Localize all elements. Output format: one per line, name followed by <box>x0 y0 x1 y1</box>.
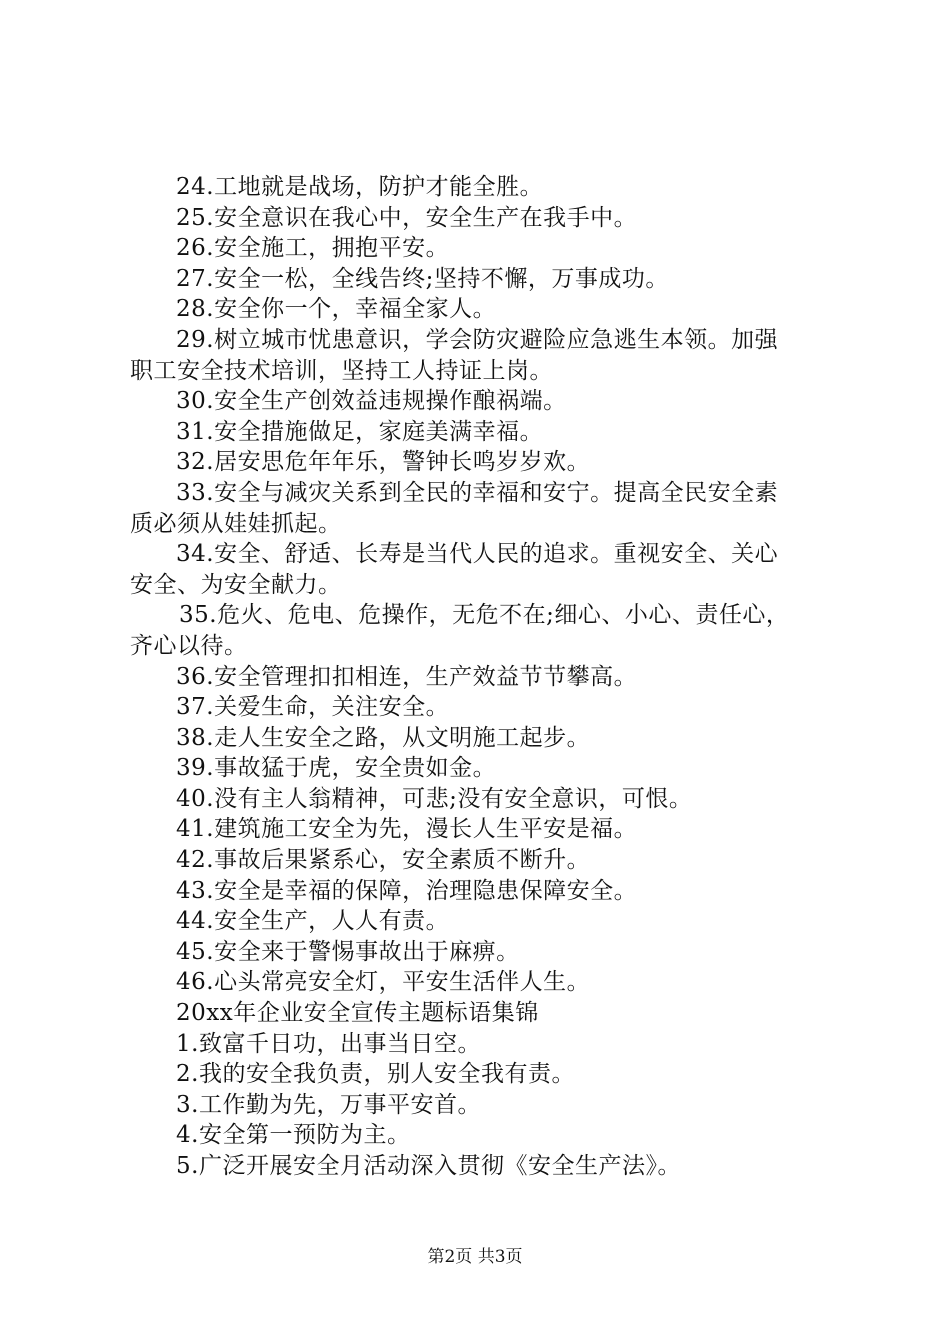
text-line: 43.安全是幸福的保障，治理隐患保障安全。 <box>176 877 638 904</box>
text-line: 27.安全一松，全线告终;坚持不懈，万事成功。 <box>176 265 669 292</box>
text-line: 20xx年企业安全宣传主题标语集锦 <box>176 1000 539 1027</box>
text-line: 39.事故猛于虎，安全贵如金。 <box>176 755 497 782</box>
page-footer: 第2页 共3页 <box>427 1247 523 1267</box>
text-line: 36.安全管理扣扣相连，生产效益节节攀高。 <box>176 663 638 690</box>
text-line: 2.我的安全我负责，别人安全我有责。 <box>176 1061 575 1088</box>
text-line: 5.广泛开展安全月活动深入贯彻《安全生产法》。 <box>176 1153 681 1179</box>
text-line: 齐心以待。 <box>130 632 248 659</box>
document-body <box>130 172 830 1182</box>
text-line: 28.安全你一个，幸福全家人。 <box>176 296 497 323</box>
text-line: 职工安全技术培训，坚持工人持证上岗。 <box>130 357 553 384</box>
text-line: 26.安全施工，拥抱平安。 <box>176 235 450 262</box>
text-line: 37.关爱生命，关注安全。 <box>176 694 450 721</box>
text-line: 41.建筑施工安全为先，漫长人生平安是福。 <box>176 816 638 843</box>
text-line: 4.安全第一预防为主。 <box>176 1122 411 1149</box>
text-line: 42.事故后果紧系心，安全素质不断升。 <box>176 847 591 874</box>
text-line: 30.安全生产创效益违规操作酿祸端。 <box>176 388 567 415</box>
text-line: 25.安全意识在我心中，安全生产在我手中。 <box>176 204 638 231</box>
text-line: 40.没有主人翁精神，可悲;没有安全意识，可恨。 <box>176 785 693 812</box>
text-line: 33.安全与减灾关系到全民的幸福和安宁。提高全民安全素 <box>176 479 779 506</box>
text-line: 29.树立城市忧患意识，学会防灾避险应急逃生本领。加强 <box>176 326 779 353</box>
text-line: 24.工地就是战场，防护才能全胜。 <box>176 174 544 200</box>
text-line: 31.安全措施做足，家庭美满幸福。 <box>176 418 544 445</box>
text-line: 35.危火、危电、危操作，无危不在;细心、小心、责任心， <box>179 602 790 629</box>
text-line: 34.安全、舒适、长寿是当代人民的追求。重视安全、关心 <box>176 541 779 568</box>
text-line: 44.安全生产，人人有责。 <box>176 908 450 935</box>
text-line: 45.安全来于警惕事故出于麻痹。 <box>176 938 520 965</box>
text-line: 46.心头常亮安全灯，平安生活伴人生。 <box>176 969 591 996</box>
text-line: 38.走人生安全之路，从文明施工起步。 <box>176 724 591 751</box>
text-line: 32.居安思危年年乐，警钟长鸣岁岁欢。 <box>176 449 591 476</box>
text-line: 安全、为安全献力。 <box>130 571 342 598</box>
text-line: 质必须从娃娃抓起。 <box>130 510 342 537</box>
text-line: 1.致富千日功，出事当日空。 <box>176 1030 481 1057</box>
text-line: 3.工作勤为先，万事平安首。 <box>176 1091 481 1118</box>
